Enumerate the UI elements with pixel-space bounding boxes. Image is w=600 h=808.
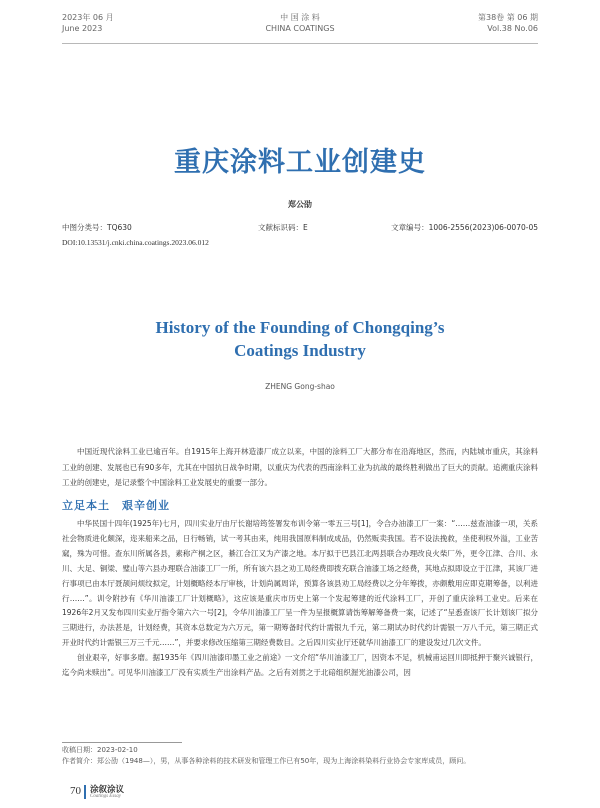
received-date: 收稿日期：2023-02-10 bbox=[62, 746, 138, 754]
author-name-en: ZHENG Gong-shao bbox=[265, 382, 335, 391]
header-date-en: June 2023 bbox=[62, 24, 103, 33]
header-center bbox=[62, 12, 538, 34]
abstract bbox=[62, 444, 538, 491]
article-metadata bbox=[62, 222, 538, 234]
header-date-cn: 2023年 06 月 bbox=[62, 13, 114, 22]
column-name-cn: 涂叙涂议 bbox=[90, 785, 125, 795]
author-bio: 作者简介：郑公劭（1948—），男，从事各种涂料的技术研发和管理工作已有50年，现为上海涂料染料行业协会专家库成员，顾问。 bbox=[62, 757, 471, 765]
header-divider bbox=[62, 43, 538, 44]
footer-accent-bar bbox=[84, 785, 86, 799]
title-en-line-1: History of the Founding of Chongqing’s bbox=[155, 318, 445, 337]
doi-link[interactable]: DOI:10.13531/j.cnki.china.coatings.2023.06.012 bbox=[62, 238, 209, 247]
article-number: 文章编号：1006-2556(2023)06-0070-05 bbox=[391, 223, 538, 232]
article-title-en bbox=[0, 316, 600, 362]
abstract-text: 中国近现代涂料工业已逾百年。自1915年上海开林造漆厂成立以来，中国的涂料工厂大都分布在沿海地区，然而，内陆城市重庆，其涂料工业的创建、发展也已有90多年，尤其在中国抗日战争时期，以重庆为代表的西南涂料工业为抗战的最终胜利做出了巨大的贡献。追溯重庆涂料工业的创建史，是记录整个中国涂料工业发展史的重要一部分。 bbox=[62, 447, 538, 487]
footnote-divider bbox=[62, 742, 182, 743]
title-en-line-2: Coatings Industry bbox=[234, 341, 366, 360]
header-right bbox=[478, 12, 538, 34]
header-journal-en: CHINA COATINGS bbox=[265, 24, 335, 33]
header-issue-cn: 第38卷 第 06 期 bbox=[478, 13, 538, 22]
header-journal-cn: 中 国 涂 料 bbox=[280, 13, 320, 22]
header-issue-en: Vol.38 No.06 bbox=[487, 24, 538, 33]
body-text bbox=[62, 517, 538, 681]
section-heading: 立足本土 艰辛创业 bbox=[62, 499, 170, 512]
author-name-cn: 郑公劭 bbox=[288, 200, 312, 209]
page-number: 70 bbox=[70, 785, 81, 797]
document-code: 文献标识码：E bbox=[258, 223, 308, 232]
body-paragraph: 创业艰辛，好事多磨。据1935年《四川油漆印墨工业之前途》一文介绍“华川油漆工厂，因资本不足，机械甫运回川即抵押于聚兴诚银行，迄今尚未赎出”。可见华川油漆工厂没有实质生产出涂料产品。之后有刘贯之于北碚组织渥光油漆公司，因 bbox=[62, 653, 538, 678]
article-title-cn: 重庆涂料工业创建史 bbox=[174, 147, 426, 178]
body-paragraph: 中华民国十四年(1925年)七月，四川实业厅由厅长谢培筠签署发布训令第一零五三号[1]，令合办油漆工厂一案：“……兹查油漆一项，关系社会物质进化颇深，迩来船来之品，日行畅销，试一考其由来，纯用我国原料制成成品，仍然贩卖我国。若不设法挽救，坐使利权外溢，工业苦窳，殊为可惜。查东川所属各县，素称产桐之区，綦江合江又为产漆之地。本厅拟于巴县江北两县联合办理改良火柴厂外，更令江津、合川、永川、大足、铜梁、璧山等六县办理联合油漆工厂一所，所有该六县之劝工局经费即拨充联合油漆工场之经费，其地点拟即设立于江津，其该厂进行事项已由本厅聂颉问烦纹拟定，计划概略经本厅审核，计划尚属周详，预算各该县劝工局经费以之分年筹拨，亦颇敷用应即克期筹备，以利进行……”。训令附抄有《华川油漆工厂计划概略》，这应该是重庆市历史上第一个发起筹建的近代涂料工厂，开创了重庆涂料工业史。后来在1926年2月又发布四川实业厅指令第六六一号[2]，令华川油漆工厂呈一件为呈报概算请饬筹解筹备费一案，记述了“呈悉查该厂长计划该厂拟分三期进行，办法甚是，计划经费，其资本总数定为六万元，第一期筹备时代约计需银九千元，第二期试办时代约计需银一万八千元，第三期正式开业时代约计需银三万三千元……”，并要求修改压缩第三期经费数目。之后四川实业厅还就华川油漆工厂的建设发过几次文件。 bbox=[62, 519, 538, 648]
clc-number: 中图分类号：TQ630 bbox=[62, 223, 132, 232]
column-name-en: Coatings Essay bbox=[90, 794, 121, 799]
